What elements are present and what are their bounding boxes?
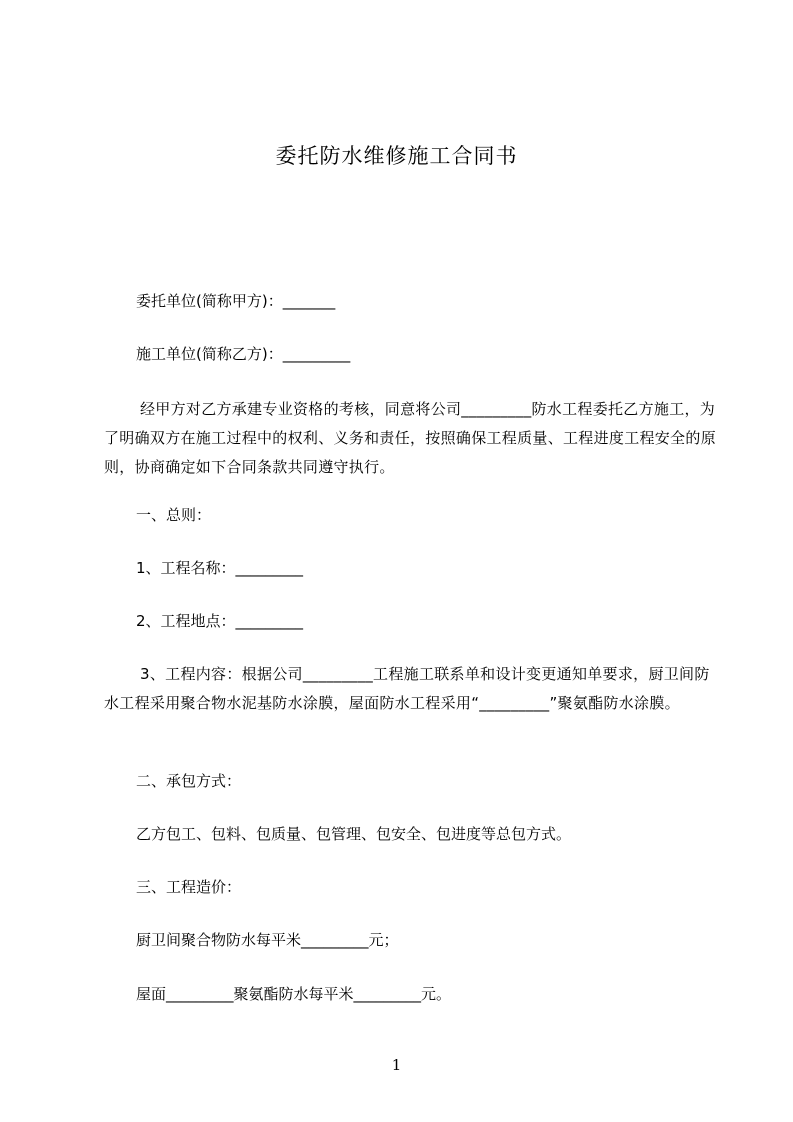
page-number: 1: [391, 1056, 402, 1074]
section2-heading: 二、承包方式：: [136, 772, 242, 790]
intro-paragraph: [104, 395, 716, 482]
item3-paragraph: [104, 660, 716, 718]
price-line-roof: 屋面_________聚氨酯防水每平米_________元。: [136, 985, 452, 1003]
party-a-line: 委托单位(简称甲方)：_______: [136, 292, 336, 310]
item1-project-name: 1、工程名称：_________: [136, 559, 304, 577]
section3-heading: 三、工程造价：: [136, 878, 242, 896]
section1-heading: 一、总则：: [136, 506, 212, 524]
document-title: 委托防水维修施工合同书: [275, 144, 518, 168]
section2-text: 乙方包工、包料、包质量、包管理、包安全、包进度等总包方式。: [136, 825, 572, 843]
item3-text: 3、工程内容：根据公司_________工程施工联系单和设计变更通知单要求，厨卫间防水工程采用聚合物水泥基防水涂膜，屋面防水工程采用“_________”聚氨酯防水涂膜。: [104, 665, 710, 712]
item2-project-location: 2、工程地点：_________: [136, 612, 304, 630]
price-line-bathroom: 厨卫间聚合物防水每平米_________元；: [136, 931, 399, 949]
party-b-line: 施工单位(简称乙方)：_________: [136, 345, 351, 363]
intro-text: 经甲方对乙方承建专业资格的考核，同意将公司_________防水工程委托乙方施工，为了明确双方在施工过程中的权利、义务和责任，按照确保工程质量、工程进度工程安全的原则，协商确定如下合同条款共同遵守执行。: [104, 400, 717, 476]
